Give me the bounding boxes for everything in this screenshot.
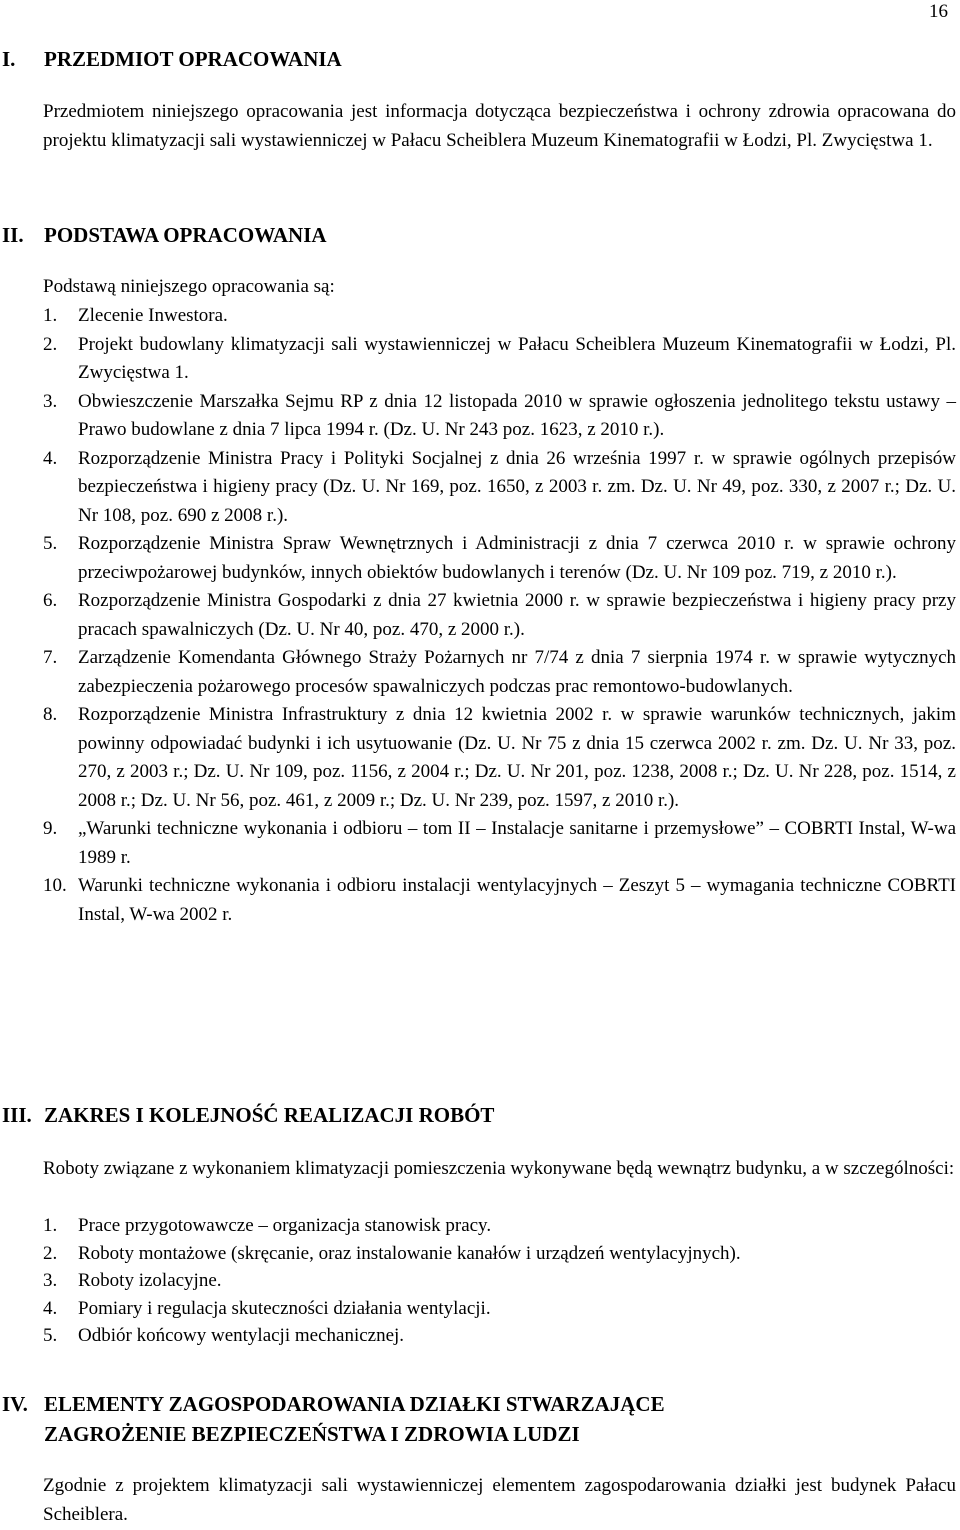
section-4-paragraph: Zgodnie z projektem klimatyzacji sali wystawienniczej elementem zagospodarowania działki jest budynek Pałacu Scheiblera.	[43, 1475, 956, 1525]
section-1-number: I.	[2, 47, 16, 71]
list-item: 9. „Warunki techniczne wykonania i odbioru – tom II – Instalacje sanitarne i przemysłowe” – COBRTI Instal, W-wa 1989 r.	[43, 818, 956, 868]
section-2-heading	[2, 220, 954, 250]
section-4-title-line2: ZAGROŻENIE BEZPIECZEŃSTWA I ZDROWIA LUDZI	[44, 1422, 580, 1446]
list-item: 4. Pomiary i regulacja skuteczności działania wentylacji.	[43, 1297, 491, 1319]
list-item: 5. Odbiór końcowy wentylacji mechanicznej.	[43, 1325, 405, 1346]
section-4-title-line1: ELEMENTY ZAGOSPODAROWANIA DZIAŁKI STWARZAJĄCE	[44, 1392, 665, 1416]
list-item: 2. Roboty montażowe (skręcanie, oraz instalowanie kanałów i urządzeń wentylacyjnych).	[43, 1242, 741, 1264]
list-item: 2. Projekt budowlany klimatyzacji sali wystawienniczej w Pałacu Scheiblera Muzeum Kinematografii w Łodzi, Pl. Zwycięstwa 1.	[43, 333, 956, 383]
section-2-intro: Podstawą niniejszego opracowania są:	[43, 276, 335, 297]
page-number: 16	[929, 1, 948, 22]
list-item: 5. Rozporządzenie Ministra Spraw Wewnętrznych i Administracji z dnia 7 czerwca 2010 r. w sprawie ochrony przeciwpożarowej budynków, innych obiektów budowlanych i terenów (Dz. U. Nr 109 poz. 719, z 2010 r.).	[43, 533, 956, 583]
section-3-heading	[2, 1100, 954, 1130]
list-item: 10. Warunki techniczne wykonania i odbioru instalacji wentylacyjnych – Zeszyt 5 – wymagania techniczne COBRTI Instal, W-wa 2002 r.	[43, 875, 956, 925]
section-1-heading	[2, 44, 954, 74]
section-3-title: ZAKRES I KOLEJNOŚĆ REALIZACJI ROBÓT	[44, 1103, 495, 1127]
list-item: 4. Rozporządzenie Ministra Pracy i Polityki Socjalnej z dnia 26 września 1997 r. w sprawie ogólnych przepisów bezpieczeństwa i higieny pracy (Dz. U. Nr 169, poz. 1650, z 2003 r. zm. Dz. U. Nr 49, poz. 330, z 2007 r.; Dz. U. Nr 108, poz. 690 z 2008 r.).	[43, 447, 956, 526]
list-item: 7. Zarządzenie Komendanta Głównego Straży Pożarnych nr 7/74 z dnia 7 sierpnia 1974 r. w sprawie wytycznych zabezpieczenia pożarowego procesów spawalniczych podczas prac remontowo-budowlanych.	[43, 647, 956, 697]
section-1-title: PRZEDMIOT OPRACOWANIA	[44, 47, 342, 71]
list-item: 8. Rozporządzenie Ministra Infrastruktury z dnia 12 kwietnia 2002 r. w sprawie warunków technicznych, jakim powinny odpowiadać budynki i ich usytuowanie (Dz. U. Nr 75 z dnia 15 czerwca 2002 r. zm. Dz. U. Nr 33, poz. 270, z 2003 r.; Dz. U. Nr 109, poz. 1156, z 2004 r.; Dz. U. Nr 201, poz. 1238, 2008 r.; Dz. U. Nr 228, poz. 1514, z 2008 r.; Dz. U. Nr 56, poz. 461, z 2009 r.; Dz. U. Nr 239, poz. 1597, z 2010 r.).	[43, 704, 956, 811]
section-2-number: II.	[2, 223, 24, 247]
list-item: 3. Obwieszczenie Marszałka Sejmu RP z dnia 12 listopada 2010 w sprawie ogłoszenia jednolitego tekstu ustawy – Prawo budowlane z dnia 7 lipca 1994 r. (Dz. U. Nr 243 poz. 1623, z 2010 r.).	[43, 390, 956, 440]
list-item: 6. Rozporządzenie Ministra Gospodarki z dnia 27 kwietnia 2000 r. w sprawie bezpieczeństwa i higieny pracy przy pracach spawalniczych (Dz. U. Nr 40, poz. 470, z 2000 r.).	[43, 590, 956, 640]
list-item: 1. Prace przygotowawcze – organizacja stanowisk pracy.	[43, 1215, 492, 1236]
section-3-paragraph: Roboty związane z wykonaniem klimatyzacji pomieszczenia wykonywane będą wewnątrz budynku, a w szczególności:	[43, 1158, 955, 1179]
section-2-list	[43, 302, 956, 929]
section-2-title: PODSTAWA OPRACOWANIA	[44, 223, 327, 247]
list-item: 1. Zlecenie Inwestora.	[43, 305, 228, 326]
section-3-list	[43, 1212, 956, 1350]
section-3-number: III.	[2, 1103, 32, 1127]
section-4-heading	[2, 1389, 954, 1449]
section-1-paragraph: Przedmiotem niniejszego opracowania jest informacja dotycząca bezpieczeństwa i ochrony zdrowia opracowana do projektu klimatyzacji sali wystawienniczej w Pałacu Scheiblera Muzeum Kinematografii w Łodzi, Pl. Zwycięstwa 1.	[43, 101, 956, 151]
list-item: 3. Roboty izolacyjne.	[43, 1270, 222, 1291]
section-4-number: IV.	[2, 1392, 28, 1416]
